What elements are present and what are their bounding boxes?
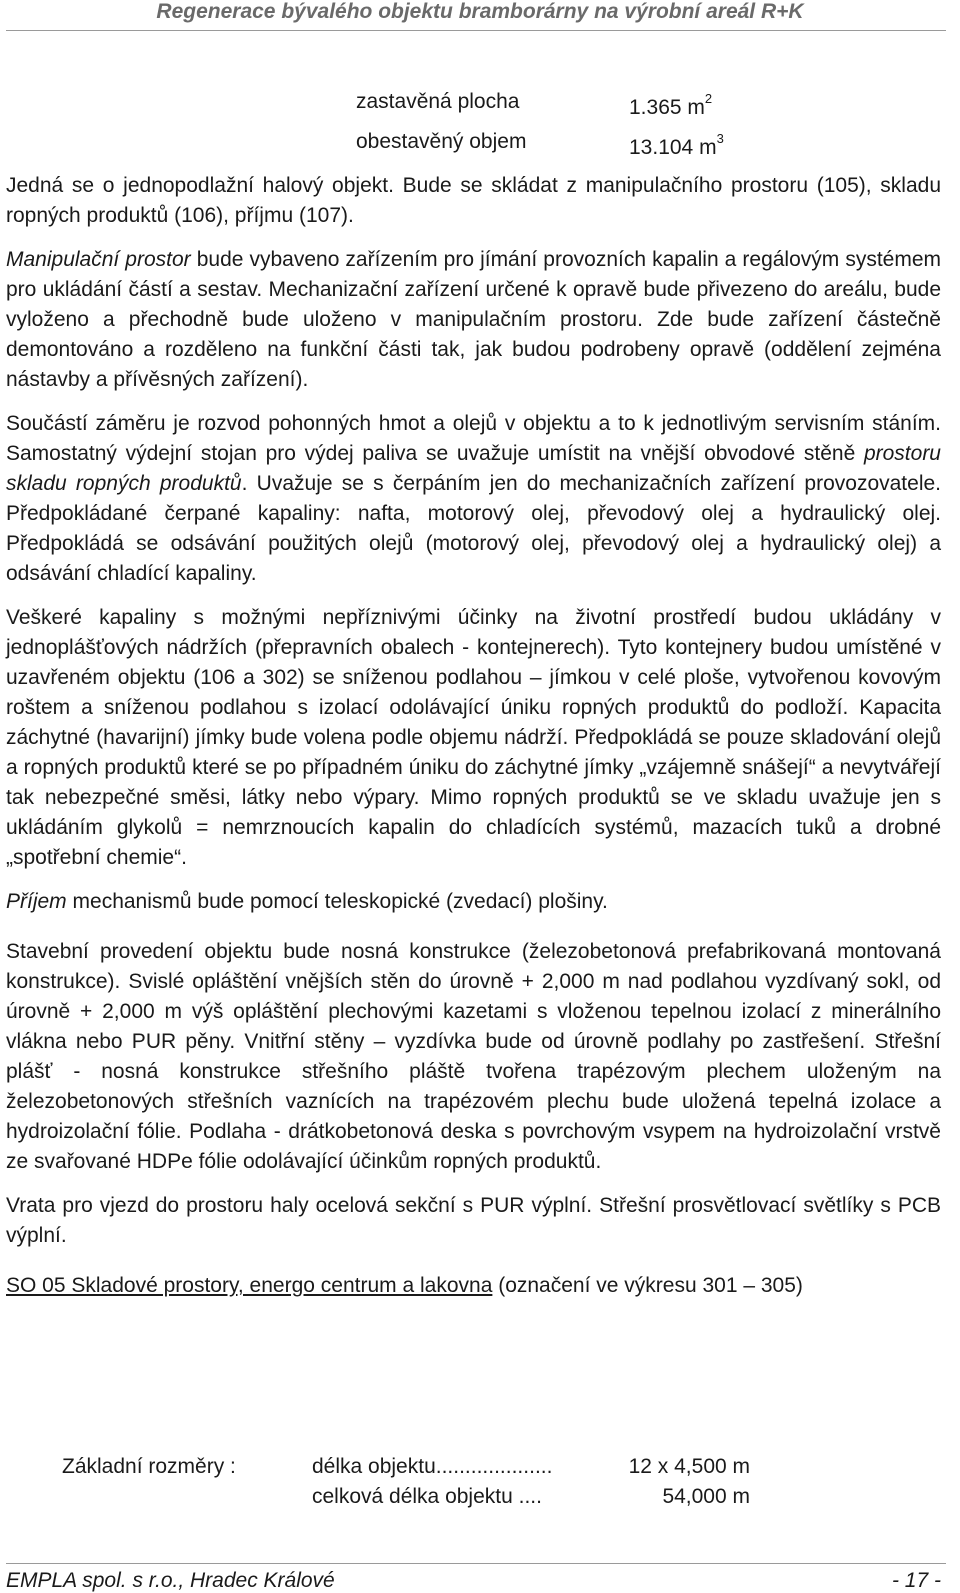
footer-divider: [6, 1563, 946, 1564]
stat-exponent: 2: [704, 91, 713, 106]
section-title-underlined: SO 05 Skladové prostory, energo centrum a lakovna: [6, 1274, 493, 1297]
paragraph-fuel-distribution: Součástí záměru je rozvod pohonných hmot a olejů v objektu a to k jednotlivým servisním stáním. Samostatný výdejní stojan pro výdej paliva se uvažuje umístit na vnější obvodové stěně prostoru skladu ropných produktů. Uvažuje se s čerpáním jen do mechanizačních zařízení provozovatele. Předpokládané čerpané kapaliny: nafta, motorový olej, převodový olej a hydraulický olej. Předpokládá se odsávání použitých olejů (motorový olej, převodový olej a hydraulický olej) a odsávání chladící kapaliny.: [6, 412, 942, 585]
stat-exponent: 3: [716, 131, 724, 146]
paragraph-intake: Příjem mechanismů bude pomocí teleskopické (zvedací) plošiny.: [6, 890, 608, 913]
basic-dimensions: [62, 1452, 750, 1512]
footer-page-number: - 17 -: [891, 1569, 941, 1592]
building-stats: [356, 82, 724, 162]
dimensions-label: Základní rozměry :: [62, 1455, 236, 1478]
paragraph-intro: Jedná se o jednopodlažní halový objekt. Bude se skládat z manipulačního prostoru (105), skladu ropných produktů (106), příjmu (107).: [6, 174, 941, 227]
dimension-row: [62, 1452, 750, 1482]
paragraph-manipulation-space: Manipulační prostor bude vybaveno zařízením pro jímání provozních kapalin a regálovým systémem pro ukládání částí a sestav. Mechanizační zařízení určené k opravě bude přivezeno do areálu, bude vyloženo a přechodně bude uloženo v manipulačním prostoru. Zde bude zařízení částečně demontováno a rozděleno na funkční části tak, jak budou podrobeny opravě (oddělení zejména nástavby a přívěsných zařízení).: [6, 248, 942, 391]
page-header-title: Regenerace bývalého objektu bramborárny na výrobní areál R+K: [156, 0, 804, 23]
dimension-name: celková délka objektu ....: [312, 1485, 542, 1508]
paragraph-construction: Stavební provedení objektu bude nosná konstrukce (železobetonová prefabrikovaná montovaná konstrukce). Svislé opláštění vnějších stěn do úrovně + 2,000 m nad podlahou vyzdívaný sokl, od úrovně + 2,000 m výš opláštění plechovými kazetami s vloženou tepelnou izolací z minerálního vlákna nebo PUR pěny. Vnitřní stěny – vyzdívka bude od úrovně podlahy po zastřešení. Střešní plášť - nosná konstrukce střešního pláště tvořena trapézovým plechem uloženým na železobetonových střešních vaznících na trapézovém plechu bude uložená tepelná izolace a hydroizolační fólie. Podlaha - drátkobetonová deska s povrchovým vsypem na hydroizolační vrstvě ze svařované HDPe fólie odolávající účinkům ropných produktů.: [6, 940, 941, 1173]
stat-label: zastavěná plocha: [356, 90, 520, 113]
footer-company: EMPLA spol. s r.o., Hradec Králové: [6, 1569, 335, 1592]
dimension-value: 54,000 m: [662, 1485, 750, 1508]
stat-value: 13.104 $m^3$: [629, 131, 724, 159]
stat-value: 1.365 $m^2$: [629, 91, 713, 119]
paragraph-gates: Vrata pro vjezd do prostoru haly ocelová sekční s PUR výplní. Střešní prosvětlovací světlíky s PCB výplní.: [6, 1194, 941, 1247]
section-heading-so05: SO 05 Skladové prostory, energo centrum a lakovna (označení ve výkresu 301 – 305): [6, 1274, 803, 1297]
emphasis: Příjem: [6, 890, 67, 913]
page-footer: [6, 1569, 941, 1593]
document-body: [6, 171, 941, 1315]
dimension-value: 12 x 4,500 m: [628, 1455, 750, 1478]
dimension-row: [62, 1482, 750, 1512]
stat-label: obestavěný objem: [356, 130, 527, 153]
emphasis: Manipulační prostor: [6, 248, 191, 271]
stat-row-built-area: [356, 82, 724, 122]
stat-row-volume: [356, 122, 724, 162]
emphasis: prostoru skladu ropných produktů: [6, 442, 941, 495]
header-divider: [6, 30, 946, 31]
dimension-name: délka objektu....................: [312, 1455, 553, 1478]
paragraph-liquids-storage: Veškeré kapaliny s možnými nepříznivými účinky na životní prostředí budou ukládány v jednoplášťových nádržích (přepravních obalech - kontejnerech). Tyto kontejnery budou umístěné v uzavřeném objektu (106 a 302) se sníženou podlahou – jímkou v celé ploše, vytvořenou kovovým roštem a sníženou podlahou s izolací odolávající úniku ropných produktů do podloží. Kapacita záchytné (havarijní) jímky bude volena podle objemu nádrží. Předpokládá se pouze skladování olejů a ropných produktů které se po případném úniku do záchytné jímky „vzájemně snášejí“ a nevytvářejí tak nebezpečné směsi, látky nebo výpary. Mimo ropných produktů se ve skladu uvažuje jen s ukládáním glykolů = nemrznoucích kapalin do chladících systémů, mazacích tuků a drobné „spotřební chemie“.: [6, 606, 941, 869]
